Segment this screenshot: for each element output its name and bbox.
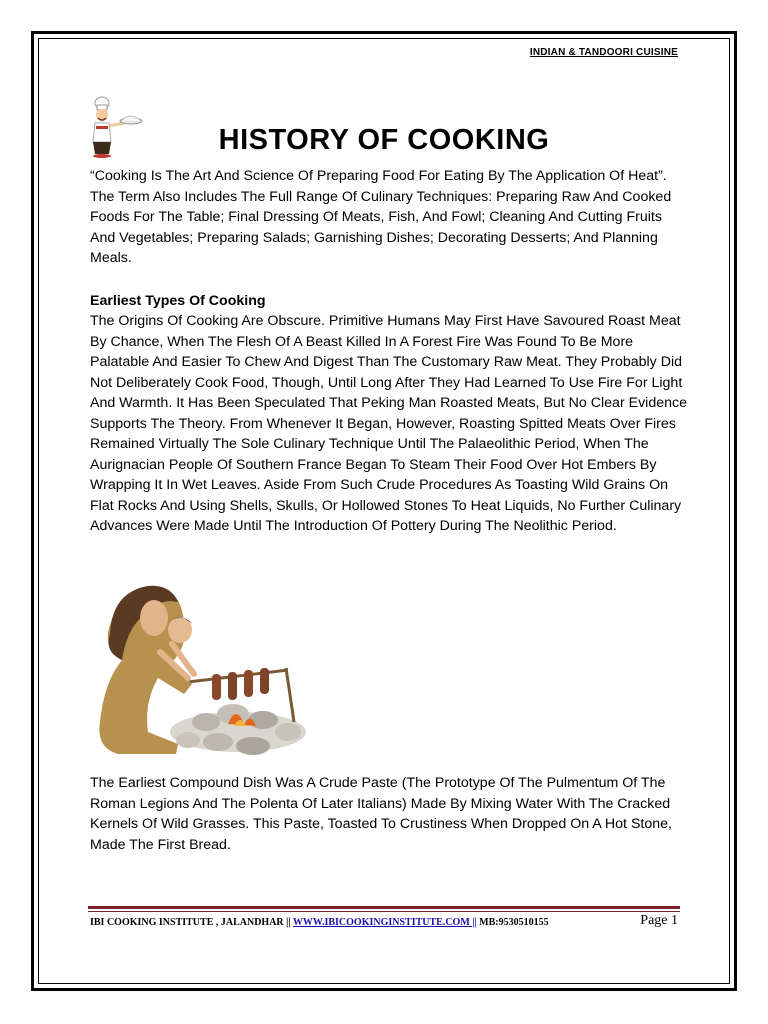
running-header: INDIAN & TANDOORI CUISINE: [529, 47, 678, 58]
page-footer: [90, 915, 680, 931]
footer-rule-thin: [88, 911, 680, 912]
footer-institute: IBI COOKING INSTITUTE , JALANDHAR ||: [90, 917, 293, 928]
page-number: Page 1: [640, 913, 678, 928]
footer-phone: MB:9530510155: [476, 917, 549, 928]
page-title: HISTORY OF COOKING: [218, 124, 550, 156]
intro-paragraph: “Cooking Is The Art And Science Of Preparing Food For Eating By The Application Of Heat”. The Term Also Includes The Full Range Of Culinary Techniques: Preparing Raw And Cooked Foods For The Table; Final Dressing Of Meats, Fish, And Fowl; Cleaning And Cutting Fruits And Vegetables; Preparing Salads; Garnishing Dishes; Decorating Desserts; And Planning Meals.: [90, 168, 672, 266]
footer-rule-thick: [88, 906, 680, 909]
section-paragraph: The Origins Of Cooking Are Obscure. Primitive Humans May First Have Savoured Roast Meat By Chance, When The Flesh Of A Beast Killed In A Forest Fire Was Found To Be More Palatable And Easier To Chew And Digest Than The Customary Raw Meat. They Probably Did Not Deliberately Cook Food, Though, Until Long After They Had Learned To Use Fire For Light And Warmth. It Has Been Speculated That Peking Man Roasted Meats, But No Clear Evidence Supports The Theory. From Whenever It Began, However, Roasting Spitted Meats Over Fires Remained Virtually The Sole Culinary Technique Until The Palaeolithic Period, When The Aurignacian People Of Southern France Began To Steam Their Food Over Hot Embers By Wrapping It In Wet Leaves. Aside From Such Crude Procedures As Toasting Wild Grains On Flat Rocks And Using Shells, Skulls, Or Hollowed Stones To Heat Liquids, No Further Culinary Advances Were Made Until The Introduction Of Pottery During The Neolithic Period.: [90, 313, 687, 534]
section-heading: Earliest Types Of Cooking: [90, 293, 266, 309]
closing-paragraph: The Earliest Compound Dish Was A Crude Paste (The Prototype Of The Pulmentum Of The Roman Legions And The Polenta Of Later Italians) Made By Mixing Water With The Cracked Kernels Of Wild Grasses. This Paste, Toasted To Crustiness When Dropped On A Hot Stone, Made The First Bread.: [90, 775, 672, 853]
prehistoric-cooking-illustration: [88, 572, 310, 764]
footer-website-link[interactable]: WWW.IBICOOKINGINSTITUTE.COM ||: [292, 917, 477, 928]
footer-info: [90, 917, 549, 928]
